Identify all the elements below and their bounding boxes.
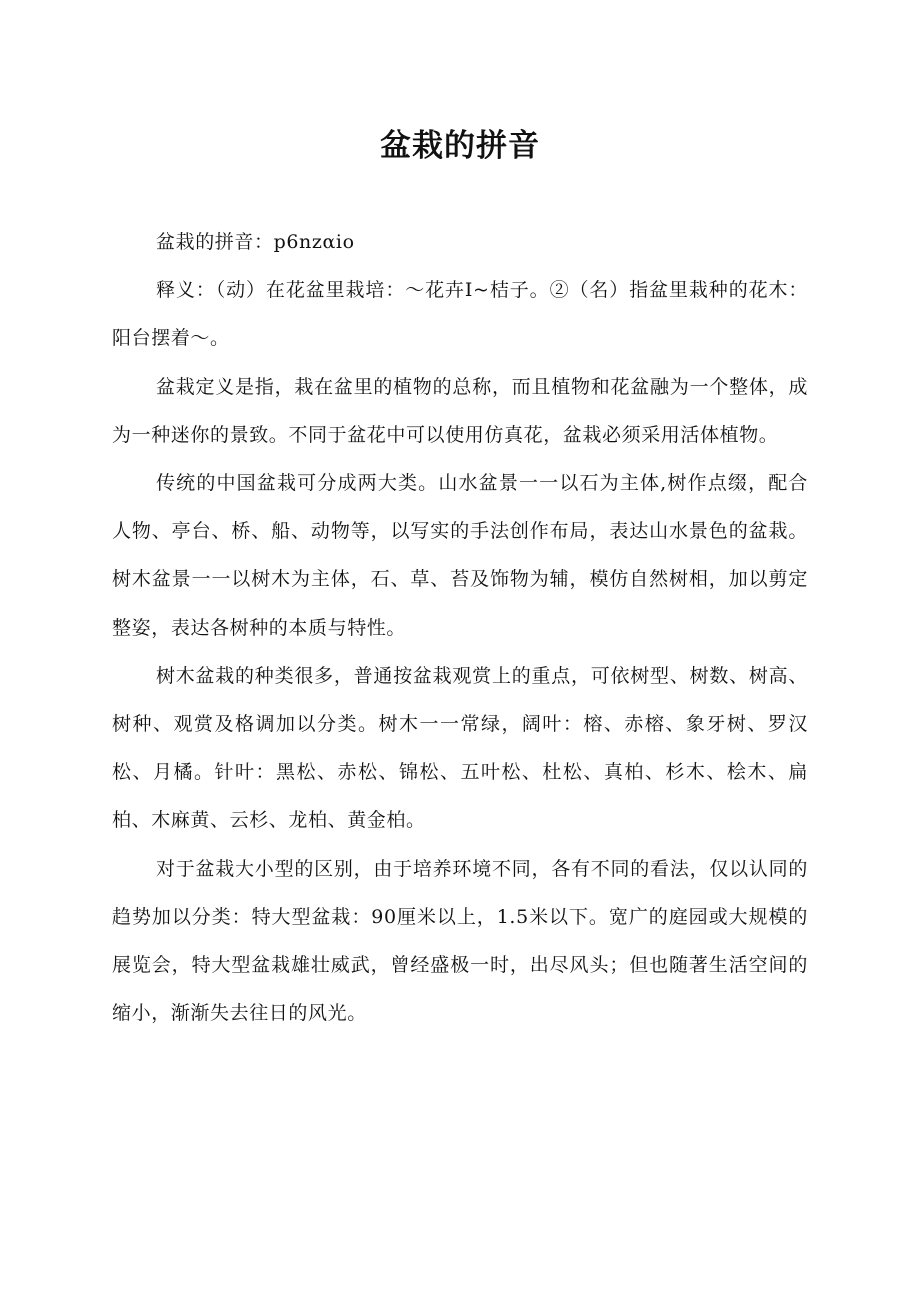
document-body — [112, 218, 808, 1037]
document-title: 盆栽的拼音 — [380, 128, 540, 164]
paragraph-sizes: 对于盆栽大小型的区别，由于培养环境不同，各有不同的看法，仅以认同的趋势加以分类：特大型盆栽：90厘米以上，1.5米以下。宽广的庭园或大规模的展览会，特大型盆栽雄壮威武，曾经盛极一时，出尽风头；但也随著生活空间的缩小，渐渐失去往日的风光。 — [112, 857, 808, 1025]
paragraph-categories: 传统的中国盆栽可分成两大类。山水盆景一一以石为主体,树作点缀，配合人物、亭台、桥、船、动物等，以写实的手法创作布局，表达山水景色的盆栽。树木盆景一一以树木为主体，石、草、苔及饰物为辅，模仿自然树相，加以剪定整姿，表达各树种的本质与特性。 — [112, 472, 808, 639]
paragraph-definition-meaning: 释义：（动）在花盆里栽培：～花卉I~桔子。②（名）指盆里栽种的花木：阳台摆着～。 — [112, 279, 808, 350]
paragraph-pinyin: 盆栽的拼音：p6nzαio — [156, 231, 355, 253]
paragraph-tree-types: 树木盆栽的种类很多，普通按盆栽观赏上的重点，可依树型、树数、树高、树种、观赏及格调加以分类。树木一一常绿，阔叶：榕、赤榕、象牙树、罗汉松、月橘。针叶：黑松、赤松、锦松、五叶松、杜松、真柏、杉木、桧木、扁柏、木麻黄、云杉、龙柏、黄金柏。 — [112, 664, 808, 832]
paragraph-definition: 盆栽定义是指，栽在盆里的植物的总称，而且植物和花盆融为一个整体，成为一种迷你的景致。不同于盆花中可以使用仿真花，盆栽必须采用活体植物。 — [112, 375, 808, 446]
